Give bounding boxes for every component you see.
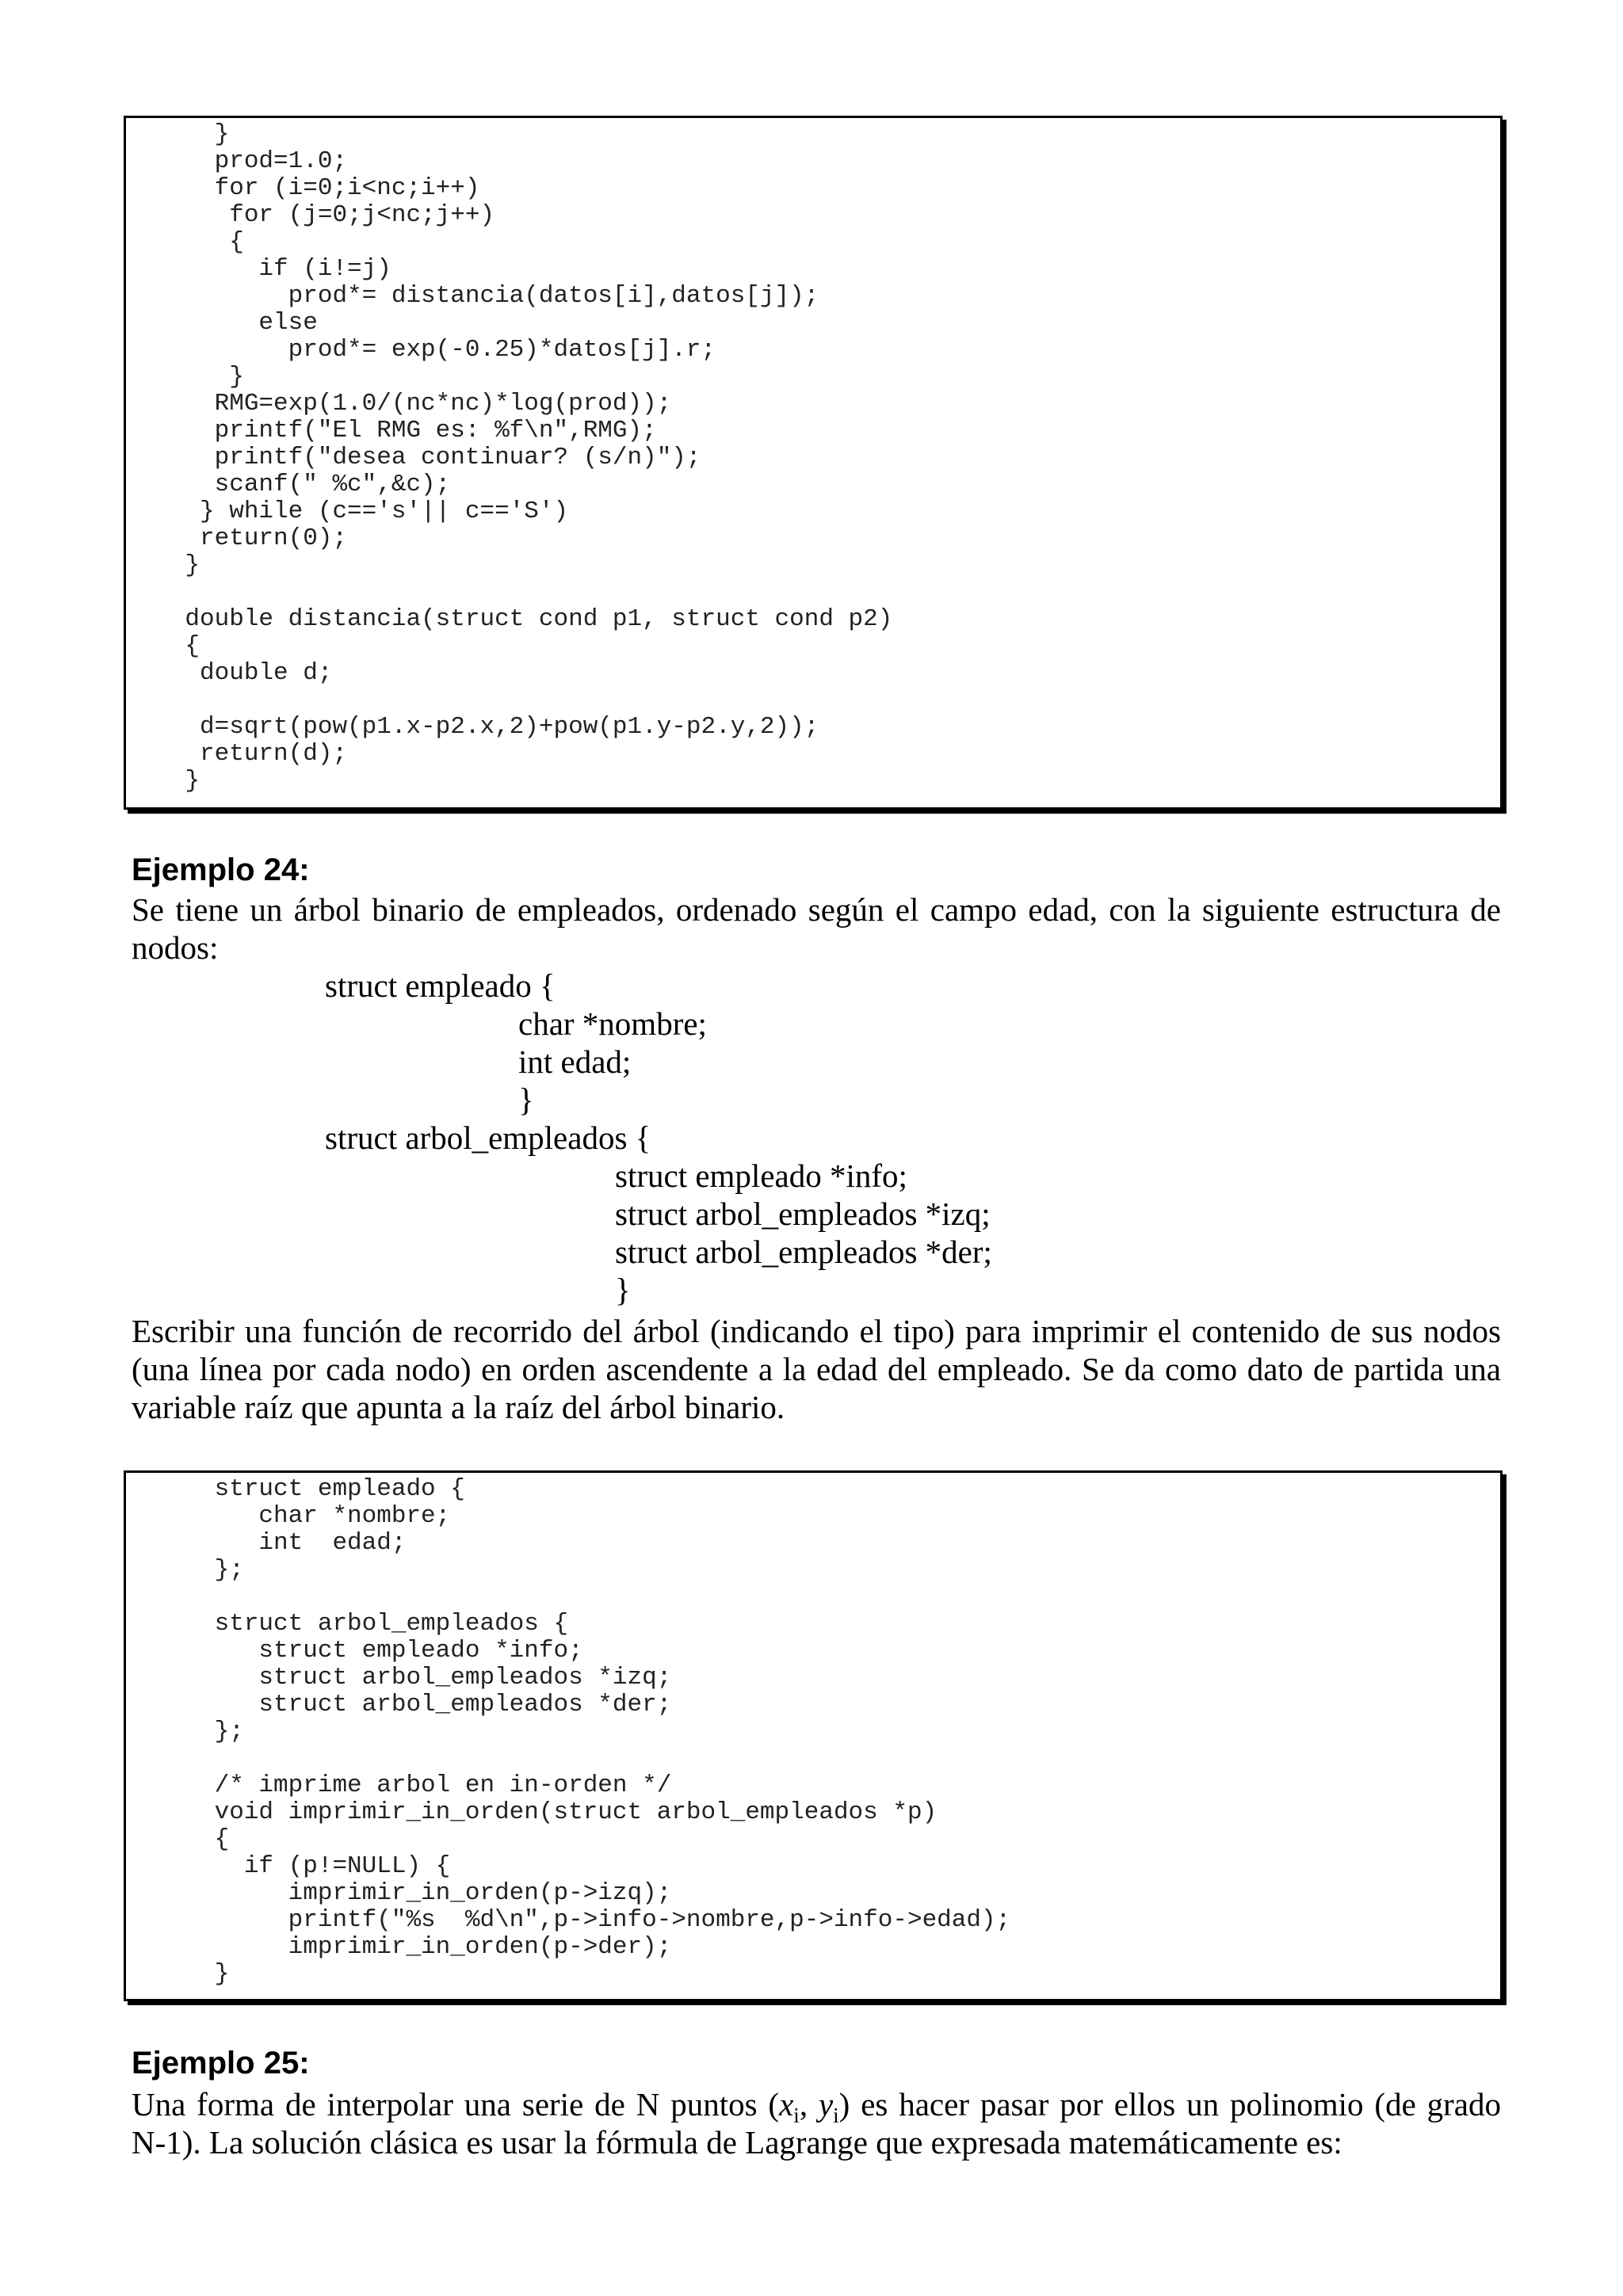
code-line: RMG=exp(1.0/(nc*nc)*log(prod)); — [126, 390, 672, 418]
paragraph-line: Escribir una función de recorrido del árbol (indicando el tipo) para imprimir el contenido de sus nodos — [132, 1313, 1501, 1349]
code-line: scanf(" %c",&c); — [126, 471, 451, 498]
paragraph-line: (una línea por cada nodo) en orden ascendente a la edad del empleado. Se da como dato de partida una — [132, 1351, 1501, 1387]
y-variable: y — [818, 2086, 834, 2122]
code-line: struct arbol_empleados *izq; — [126, 1664, 672, 1691]
paragraph-line: nodos: — [132, 929, 219, 966]
code-block-imprimir-in-orden — [124, 1470, 1503, 2001]
code-line: return(0); — [126, 524, 348, 552]
code-line: } — [126, 767, 200, 795]
x-subscript: i — [793, 2103, 800, 2128]
code-line: imprimir_in_orden(p->izq); — [126, 1879, 672, 1907]
code-line: d=sqrt(pow(p1.x-p2.x,2)+pow(p1.y-p2.y,2)); — [126, 713, 819, 741]
code-line: } — [126, 551, 200, 579]
paragraph-line: variable raíz que apunta a la raíz del árbol binario. — [132, 1389, 785, 1425]
code-line: double distancia(struct cond p1, struct cond p2) — [126, 605, 893, 633]
code-line: prod*= distancia(datos[i],datos[j]); — [126, 282, 819, 310]
code-line: struct arbol_empleados *der; — [126, 1691, 672, 1718]
code-line: return(d); — [126, 740, 348, 768]
code-line: if (i!=j) — [126, 255, 391, 283]
struct-line: char *nombre; — [518, 1005, 707, 1042]
struct-line: } — [615, 1272, 631, 1308]
code-line: { — [126, 632, 200, 660]
code-line: double d; — [126, 659, 333, 687]
separator: , — [799, 2086, 819, 2122]
struct-line: int edad; — [518, 1043, 632, 1080]
code-line: prod*= exp(-0.25)*datos[j].r; — [126, 336, 716, 364]
code-line: } — [126, 363, 244, 391]
code-line: } — [126, 1960, 230, 1988]
code-line: { — [126, 1825, 230, 1853]
code-line: void imprimir_in_orden(struct arbol_empleados *p) — [126, 1798, 938, 1826]
struct-line: struct empleado *info; — [615, 1158, 907, 1194]
struct-line: struct arbol_empleados *izq; — [615, 1196, 991, 1232]
code-line: int edad; — [126, 1529, 407, 1557]
y-subscript: i — [833, 2103, 839, 2128]
code-line: for (j=0;j<nc;j++) — [126, 201, 495, 229]
heading-ejemplo-24: Ejemplo 24: — [132, 852, 310, 887]
code-line: for (i=0;i<nc;i++) — [126, 174, 480, 202]
heading-ejemplo-25: Ejemplo 25: — [132, 2046, 310, 2081]
struct-line: } — [518, 1081, 534, 1118]
paragraph-text: ) es hacer pasar por ellos un polinomio (de grado — [838, 2086, 1501, 2122]
code-line: } while (c=='s'|| c=='S') — [126, 498, 569, 525]
code-line: struct empleado { — [126, 1475, 465, 1503]
code-line: imprimir_in_orden(p->der); — [126, 1933, 672, 1961]
code-line: prod=1.0; — [126, 147, 348, 175]
code-line: }; — [126, 1556, 244, 1584]
code-line: { — [126, 228, 244, 256]
code-block-distancia — [124, 116, 1503, 810]
code-line: if (p!=NULL) { — [126, 1852, 451, 1880]
struct-line: struct arbol_empleados *der; — [615, 1234, 992, 1270]
paragraph-text: Una forma de interpolar una serie de N puntos ( — [132, 2086, 780, 2122]
code-line: else — [126, 309, 318, 337]
code-line: printf("%s %d\n",p->info->nombre,p->info->edad); — [126, 1906, 1011, 1934]
paragraph-line: Se tiene un árbol binario de empleados, ordenado según el campo edad, con la siguiente estructura de — [132, 891, 1501, 928]
code-line: char *nombre; — [126, 1502, 451, 1530]
code-line: /* imprime arbol en in-orden */ — [126, 1772, 672, 1799]
code-line: printf("El RMG es: %f\n",RMG); — [126, 417, 657, 444]
struct-line: struct arbol_empleados { — [325, 1119, 651, 1156]
code-line: }; — [126, 1718, 244, 1745]
struct-line: struct empleado { — [325, 967, 556, 1004]
x-variable: x — [779, 2086, 794, 2122]
code-line: struct arbol_empleados { — [126, 1610, 569, 1638]
paragraph-line: N-1). La solución clásica es usar la fórmula de Lagrange que expresada matemáticamente es: — [132, 2124, 1342, 2161]
code-line: struct empleado *info; — [126, 1637, 583, 1665]
code-line: printf("desea continuar? (s/n)"); — [126, 444, 701, 471]
code-line: } — [126, 120, 230, 148]
